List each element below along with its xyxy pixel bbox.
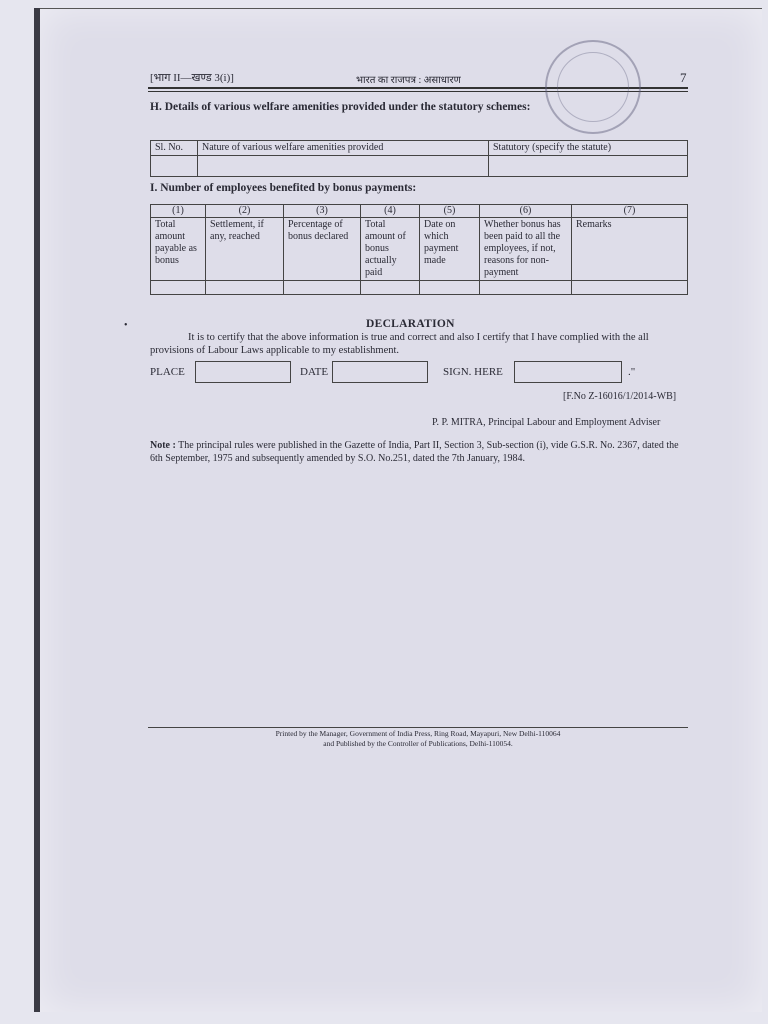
table-cell bbox=[151, 281, 206, 295]
table-row bbox=[151, 156, 688, 177]
header-gazette-title: भारत का राजपत्र : असाधारण bbox=[356, 75, 461, 86]
place-field[interactable] bbox=[195, 361, 291, 383]
col-nature: Nature of various welfare amenities provided bbox=[198, 141, 489, 156]
declaration-title: DECLARATION bbox=[366, 318, 455, 330]
sign-label: SIGN. HERE bbox=[443, 366, 503, 378]
place-label: PLACE bbox=[150, 366, 185, 378]
col-sl-no: Sl. No. bbox=[151, 141, 198, 156]
page-number: 7 bbox=[680, 70, 687, 85]
welfare-amenities-table bbox=[150, 140, 688, 177]
note-label: Note : bbox=[150, 440, 176, 451]
col-whether-paid: Whether bonus has been paid to all the employees, if not, reasons for non-payment bbox=[480, 218, 572, 281]
col-remarks: Remarks bbox=[572, 218, 688, 281]
col-amount-paid: Total amount of bonus actually paid bbox=[361, 218, 420, 281]
signature-field[interactable] bbox=[514, 361, 622, 383]
note-text: The principal rules were published in the Gazette of India, Part II, Section 3, Sub-section (i), vide G.S.R. No. 2367, dated the 6th September, 1975 and subsequently amended by S.O. No.251, dated the 7th January, 1984. bbox=[150, 440, 679, 464]
table-header-row bbox=[151, 218, 688, 281]
col-total-payable: Total amount payable as bonus bbox=[151, 218, 206, 281]
closing-quote: ." bbox=[628, 366, 636, 378]
table-cell bbox=[420, 281, 480, 295]
footer-rule bbox=[148, 727, 688, 728]
col-statutory: Statutory (specify the statute) bbox=[489, 141, 688, 156]
col-percentage: Percentage of bonus declared bbox=[284, 218, 361, 281]
table-row bbox=[151, 281, 688, 295]
table-cell bbox=[572, 281, 688, 295]
note-paragraph bbox=[150, 439, 690, 465]
table-cell bbox=[206, 281, 284, 295]
date-label: DATE bbox=[300, 366, 329, 378]
table-cell bbox=[489, 156, 688, 177]
col-number: (3) bbox=[284, 205, 361, 218]
section-i-title: I. Number of employees benefited by bonus payments: bbox=[150, 182, 417, 194]
office-seal-stamp bbox=[545, 40, 641, 134]
table-cell bbox=[361, 281, 420, 295]
bullet-mark: • bbox=[124, 320, 128, 331]
file-number: [F.No Z-16016/1/2014-WB] bbox=[563, 391, 677, 402]
col-number: (4) bbox=[361, 205, 420, 218]
table-cell bbox=[151, 156, 198, 177]
column-number-row bbox=[151, 205, 688, 218]
table-cell bbox=[198, 156, 489, 177]
col-number: (1) bbox=[151, 205, 206, 218]
header-part: [भाग II—खण्ड 3(i)] bbox=[150, 72, 234, 84]
col-settlement: Settlement, if any, reached bbox=[206, 218, 284, 281]
col-number: (6) bbox=[480, 205, 572, 218]
bonus-payments-table bbox=[150, 204, 688, 295]
col-number: (2) bbox=[206, 205, 284, 218]
table-header-row bbox=[151, 141, 688, 156]
col-payment-date: Date on which payment made bbox=[420, 218, 480, 281]
footer-printer-line: Printed by the Manager, Government of India Press, Ring Road, Mayapuri, New Delhi-110064 bbox=[275, 729, 561, 738]
signatory: P. P. MITRA, Principal Labour and Employment Adviser bbox=[432, 417, 661, 428]
date-field[interactable] bbox=[332, 361, 428, 383]
section-h-title: H. Details of various welfare amenities provided under the statutory schemes: bbox=[150, 101, 531, 113]
footer-publisher-line: and Published by the Controller of Publications, Delhi-110054. bbox=[323, 739, 513, 748]
table-cell bbox=[480, 281, 572, 295]
declaration-text: It is to certify that the above information is true and correct and also I certify that I have complied with the all provisions of Labour Laws applicable to my establishment. bbox=[150, 332, 649, 356]
col-number: (7) bbox=[572, 205, 688, 218]
col-number: (5) bbox=[420, 205, 480, 218]
table-cell bbox=[284, 281, 361, 295]
